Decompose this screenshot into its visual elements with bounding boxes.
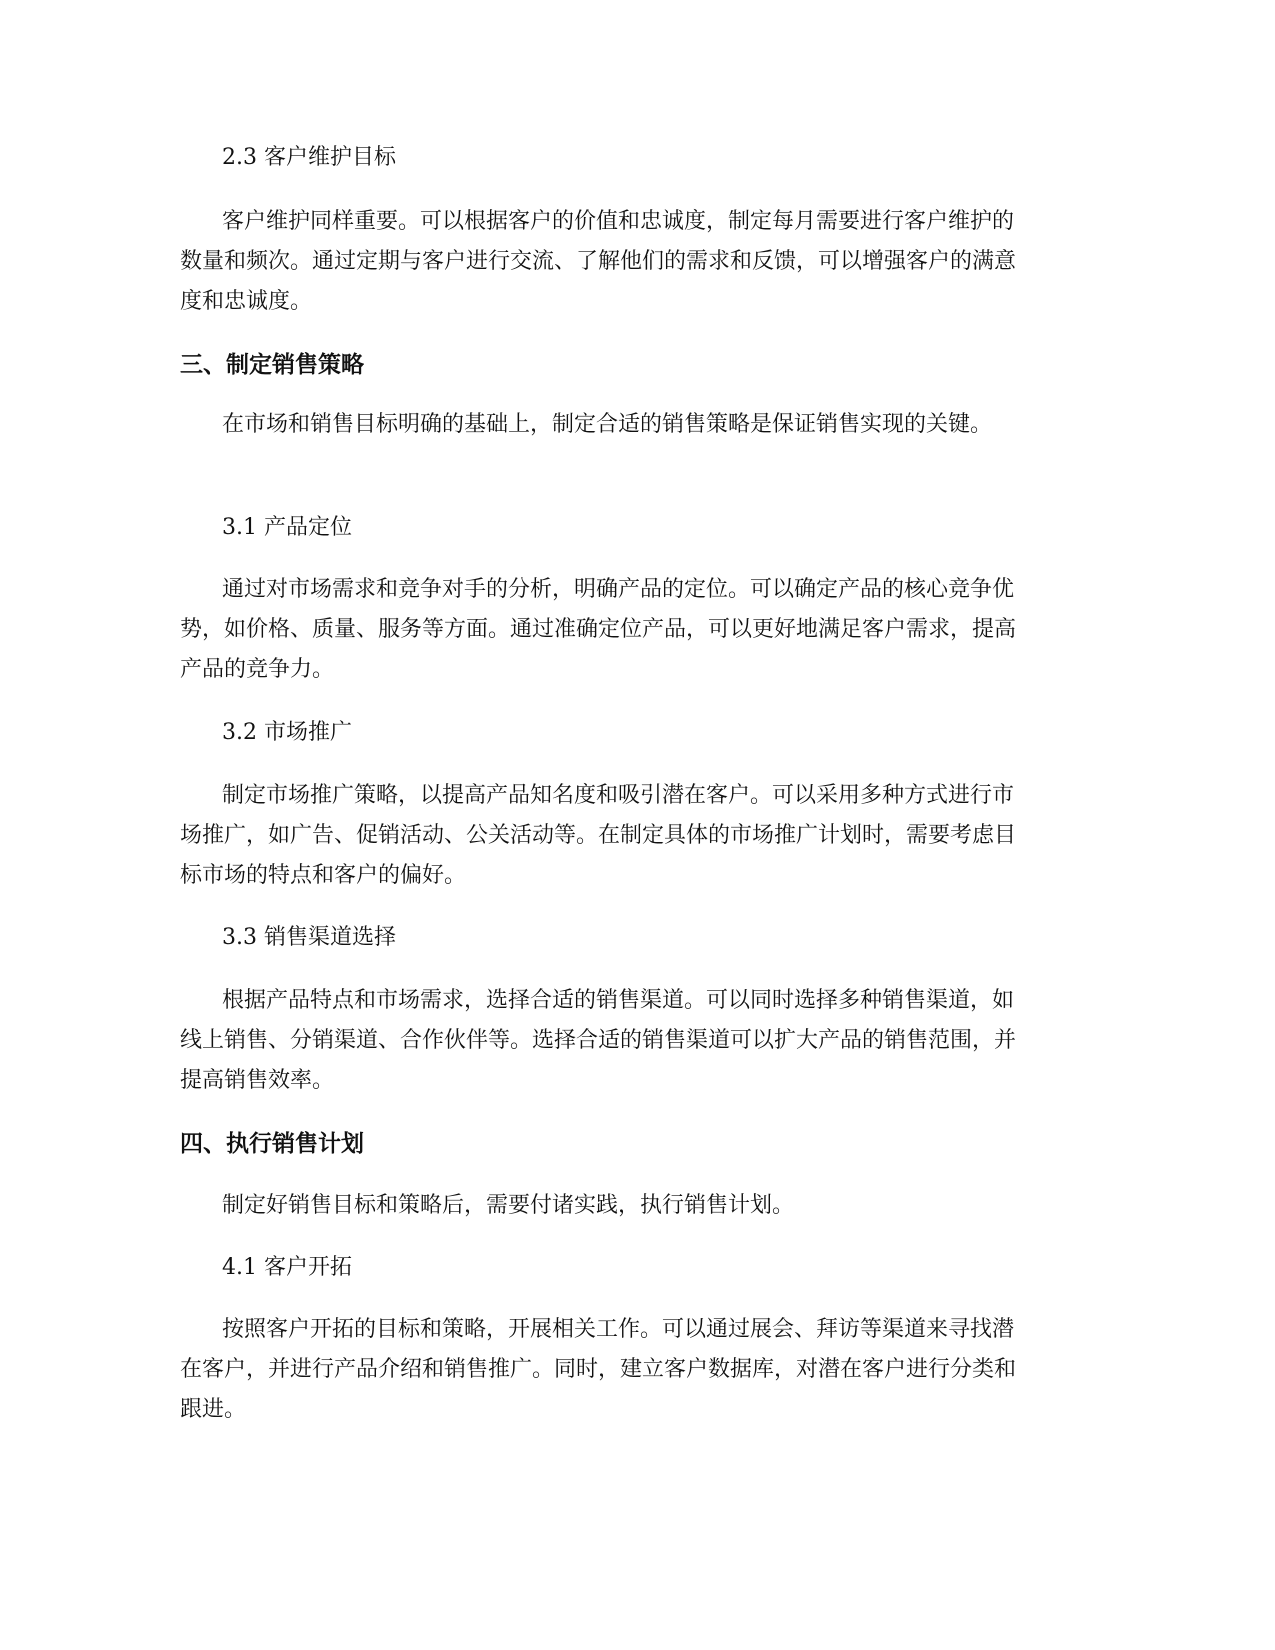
section-intro-4: 制定好销售目标和策略后，需要付诸实践，执行销售计划。 (222, 1193, 795, 1218)
subsection-title-4-1: 4.1 客户开拓 (222, 1255, 352, 1280)
section-heading-4: 四、执行销售计划 (180, 1131, 364, 1157)
subsection-title-3-1: 3.1 产品定位 (222, 515, 352, 540)
section-intro-3: 在市场和销售目标明确的基础上，制定合适的销售策略是保证销售实现的关键。 (222, 412, 993, 437)
paragraph-3-3: 根据产品特点和市场需求，选择合适的销售渠道。可以同时选择多种销售渠道，如线上销售、分销渠道、合作伙伴等。选择合适的销售渠道可以扩大产品的销售范围，并提高销售效率。 (180, 988, 1017, 1093)
subsection-title-3-3: 3.3 销售渠道选择 (222, 925, 396, 950)
paragraph-2-3: 客户维护同样重要。可以根据客户的价值和忠诚度，制定每月需要进行客户维护的数量和频次。通过定期与客户进行交流、了解他们的需求和反馈，可以增强客户的满意度和忠诚度。 (180, 209, 1017, 314)
paragraph-3-2: 制定市场推广策略，以提高产品知名度和吸引潜在客户。可以采用多种方式进行市场推广，如广告、促销活动、公关活动等。在制定具体的市场推广计划时，需要考虑目标市场的特点和客户的偏好。 (180, 783, 1017, 888)
section-heading-3: 三、制定销售策略 (180, 352, 364, 378)
subsection-title-2-3: 2.3 客户维护目标 (222, 145, 396, 170)
subsection-title-3-2: 3.2 市场推广 (222, 720, 352, 745)
paragraph-4-1: 按照客户开拓的目标和策略，开展相关工作。可以通过展会、拜访等渠道来寻找潜在客户，并进行产品介绍和销售推广。同时，建立客户数据库，对潜在客户进行分类和跟进。 (180, 1317, 1017, 1422)
paragraph-3-1: 通过对市场需求和竞争对手的分析，明确产品的定位。可以确定产品的核心竞争优势，如价格、质量、服务等方面。通过准确定位产品，可以更好地满足客户需求，提高产品的竞争力。 (180, 577, 1017, 682)
